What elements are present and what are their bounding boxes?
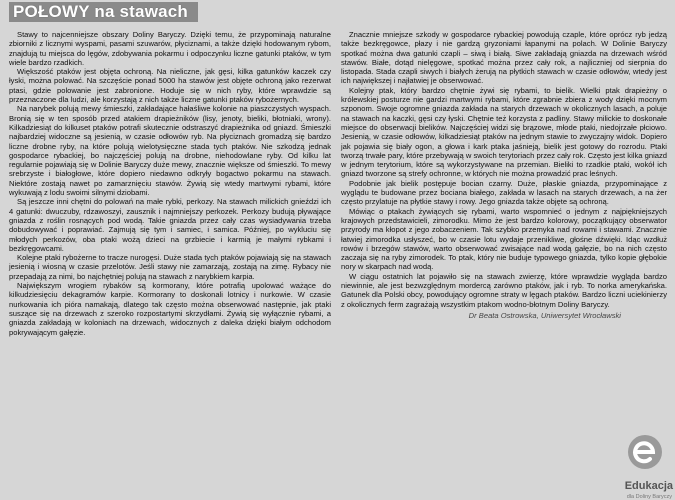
paragraph: Największym wrogiem rybaków są kormorany, które potrafią upolować ważące do kilkudziesięciu dekagramów karpie. Kormorany to doskonali lotnicy i nurkowie. W czasie nurkowania ich pióra namakają, dlatego tak często można obserwować następnie, jak ptaki suszące się na drzewach z szeroko rozpostartymi skrzydłami. Żywią się wyłącznie rybami, a gniazda zakładają w koloniach na drzewach, widocznych z daleka dzięki białym odchodom pokrywającym gałęzie. xyxy=(9,281,331,337)
paragraph: Kolejne ptaki rybożerne to tracze nurogęsi. Duże stada tych ptaków pojawiają się na stawach jesienią i wiosną w czasie przelotów. Jeśli stawy nie zamarzają, zostają na zimę. Rybacy nie przepadają za nimi, bo najchętniej polują na stawach z narybkiem karpia. xyxy=(9,253,331,281)
logo-subtext: dla Doliny Baryczy xyxy=(626,494,672,500)
logo-text: Edukacja xyxy=(624,480,673,492)
paragraph: Podobnie jak bielik postępuje bocian czarny. Duże, płaskie gniazda, przypominające z wyglądu te budowane przez bociana białego, zakłada w lasach na starych drzewach, a na żer często przylatuje na płytkie stawy i rowy. Jego gniazda także objęte są ochroną. xyxy=(341,178,667,207)
paragraph: Znacznie mniejsze szkody w gospodarce rybackiej powodują czaple, które oprócz ryb jedzą także bezkręgowce, płazy i nie gardzą gryzoniami łapanymi na polach. W Dolinie Baryczy spotkać można dwa gatunki czapli – siwą i białą. Siwe zakładają gniazda na drzewach wśród stawów. Białe, dotąd nielęgowe, spotkać można przez cały rok, a najliczniej od sierpnia do listopada. Stada czapli siwych i białych żerują na płytkich stawach w czasie odłowów, wtedy jest ich największej i najłatwiej je obserwować. xyxy=(341,30,667,86)
paragraph: Większość ptaków jest objęta ochroną. Na nieliczne, jak gęsi, kilka gatunków kaczek czy łyski, można polować. Na szczęście ponad 5000 ha stawów jest objęte ochroną jako rezerwat ptasi, gdzie polowanie jest zabronione. Hoduje się w nich ryby, które wprawdzie są przeznaczone dla ludzi, ale korzystają z nich także liczne gatunki ptaków rybożernych. xyxy=(9,67,331,105)
paragraph: Mówiąc o ptakach żywiących się rybami, warto wspomnieć o jednym z najpiękniejszych krajowych przedstawicieli, zimorodku. Mimo że jest bardzo kolorowy, początkujący obserwator przyrody ma kłopot z jego zobaczeniem. Tak szybko przemyka nad rowami i stawami. Znacznie łatwiej zimorodka usłyszeć, bo w czasie lotu wydaje przenikliwe, głośne dźwięki. Idąc wzdłuż rowów i brzegów stawów, warto obserwować zwisające nad wodą gałęzie, bo na nich często zaczaja się na ryby zimorodek. To ptak, który nie buduje typowego gniazda, tylko kopie głębokie nory w skarpach nad wodą. xyxy=(341,206,667,272)
paragraph: W ciągu ostatnich lat pojawiło się na stawach zwierzę, które wprawdzie wygląda bardzo niewinnie, ale jest bezwzględnym mordercą zarówno ptaków, jak i ryb. To norka amerykańska. Gatunek dla Polski obcy, powodujący ogromne straty w lęgach ptaków. Bardzo liczni uciekinierzy z okolicznych ferm zagrażają wszystkim ptakom wodno-błotnym Doliny Baryczy. xyxy=(341,271,667,309)
page-title: POŁOWY na stawach xyxy=(9,2,198,22)
paragraph: Stawy to najcenniejsze obszary Doliny Baryczy. Dzięki temu, że przypominają naturalne zbiorniki z licznymi wyspami, pasami szuwarów, płyciznami, a także dzięki hodowanym rybom, znajdują tu miejsca do lęgów, zdobywania pokarmu i odpoczynku liczne gatunki ptaków, w tym wiele bardzo rzadkich. xyxy=(9,30,331,67)
right-column xyxy=(341,30,667,320)
left-column xyxy=(9,30,331,337)
paragraph: Są jeszcze inni chętni do polowań na małe rybki, perkozy. Na stawach milickich gnieździ ich 4 gatunki: dwuczuby, rdzawoszyi, zausznik i najmniejszy perkozek. Perkozy budują pływające gniazda z roślin rosnących pod wodą. Takie gniazda przez cały czas wysiadywania trzeba dobudowywać i poprawiać. Zajmują się tym i samiec, i samica. Później, po wykluciu się młodych perkozów, oba ptaki wożą dzieci na grzbiecie i karmią je małymi rybkami i bezkręgowcami. xyxy=(9,197,331,253)
author-signature: Dr Beata Ostrowska, Uniwersytet Wrocławski xyxy=(468,310,621,320)
paragraph: Na narybek polują mewy śmieszki, zakładające hałaśliwe kolonie na piaszczystych wyspach. Bronią się w ten sposób przed atakiem drapieżników (lisy, jenoty, bieliki, błotniaki, wrony). Kilkadziesiąt do kilkuset ptaków potrafi skutecznie odstraszyć drapieżnika od gniazd. Śmieszki najbardziej widoczne są jesienią, w czasie odłowów ryb. Na płyciznach gromadzą się bardzo liczne drobne ryby, na które polują wielotysięczne stada tych ptaków. Nie szkodzą jednak gospodarce rybackiej, bo najczęściej polują na drobne, niehodowlane ryby. Od kilku lat regularnie pojawiają się w Dolinie Baryczy duże mewy, znacznie większe od śmieszki. To mewy srebrzyste i białogłowe, które dopiero niedawno odkryły bogactwo pokarmu na stawach. Niektóre zostają nawet po zamarznięciu stawów. Żywią się wtedy martwymi rybami, które wykuwają z lodu swoimi silnymi dziobami. xyxy=(9,104,331,198)
paragraph: Kolejny ptak, który bardzo chętnie żywi się rybami, to bielik. Wielki ptak drapieżny o królewskiej posturze nie gardzi martwymi rybami, które zgrabnie zbiera z wody dzięki mocnym szponom. Swoje ogromne gniazda zakłada na starych drzewach w okolicznych lasach, a poluje na stawach na kaczki, gęsi czy łyski. Chętnie też korzysta z padliny. Stawy milickie to doskonałe miejsce do obserwacji bielików. Najczęściej widzi się brązowe, młode ptaki, niedojrzałe płciowo. Jesienią, w czasie odłowów, kilkadziesiąt ptaków na jednym stawie to zwyczajny widok. Dopiero jak pojawia się biały ogon, a głowa i kark ptaka jaśnieją, bielik jest gotowy do rozrodu. Ptaki tworzą trwałe pary, które przebywają w swoich terytoriach przez cały rok. Często jest kilka gniazd w jednym terytorium, które są wykorzystywane na przemian. Bieliki to rzadkie ptaki, wokół ich gniazd tworzone są strefy ochronne, w których nie można prowadzić prac leśnych. xyxy=(341,85,667,179)
